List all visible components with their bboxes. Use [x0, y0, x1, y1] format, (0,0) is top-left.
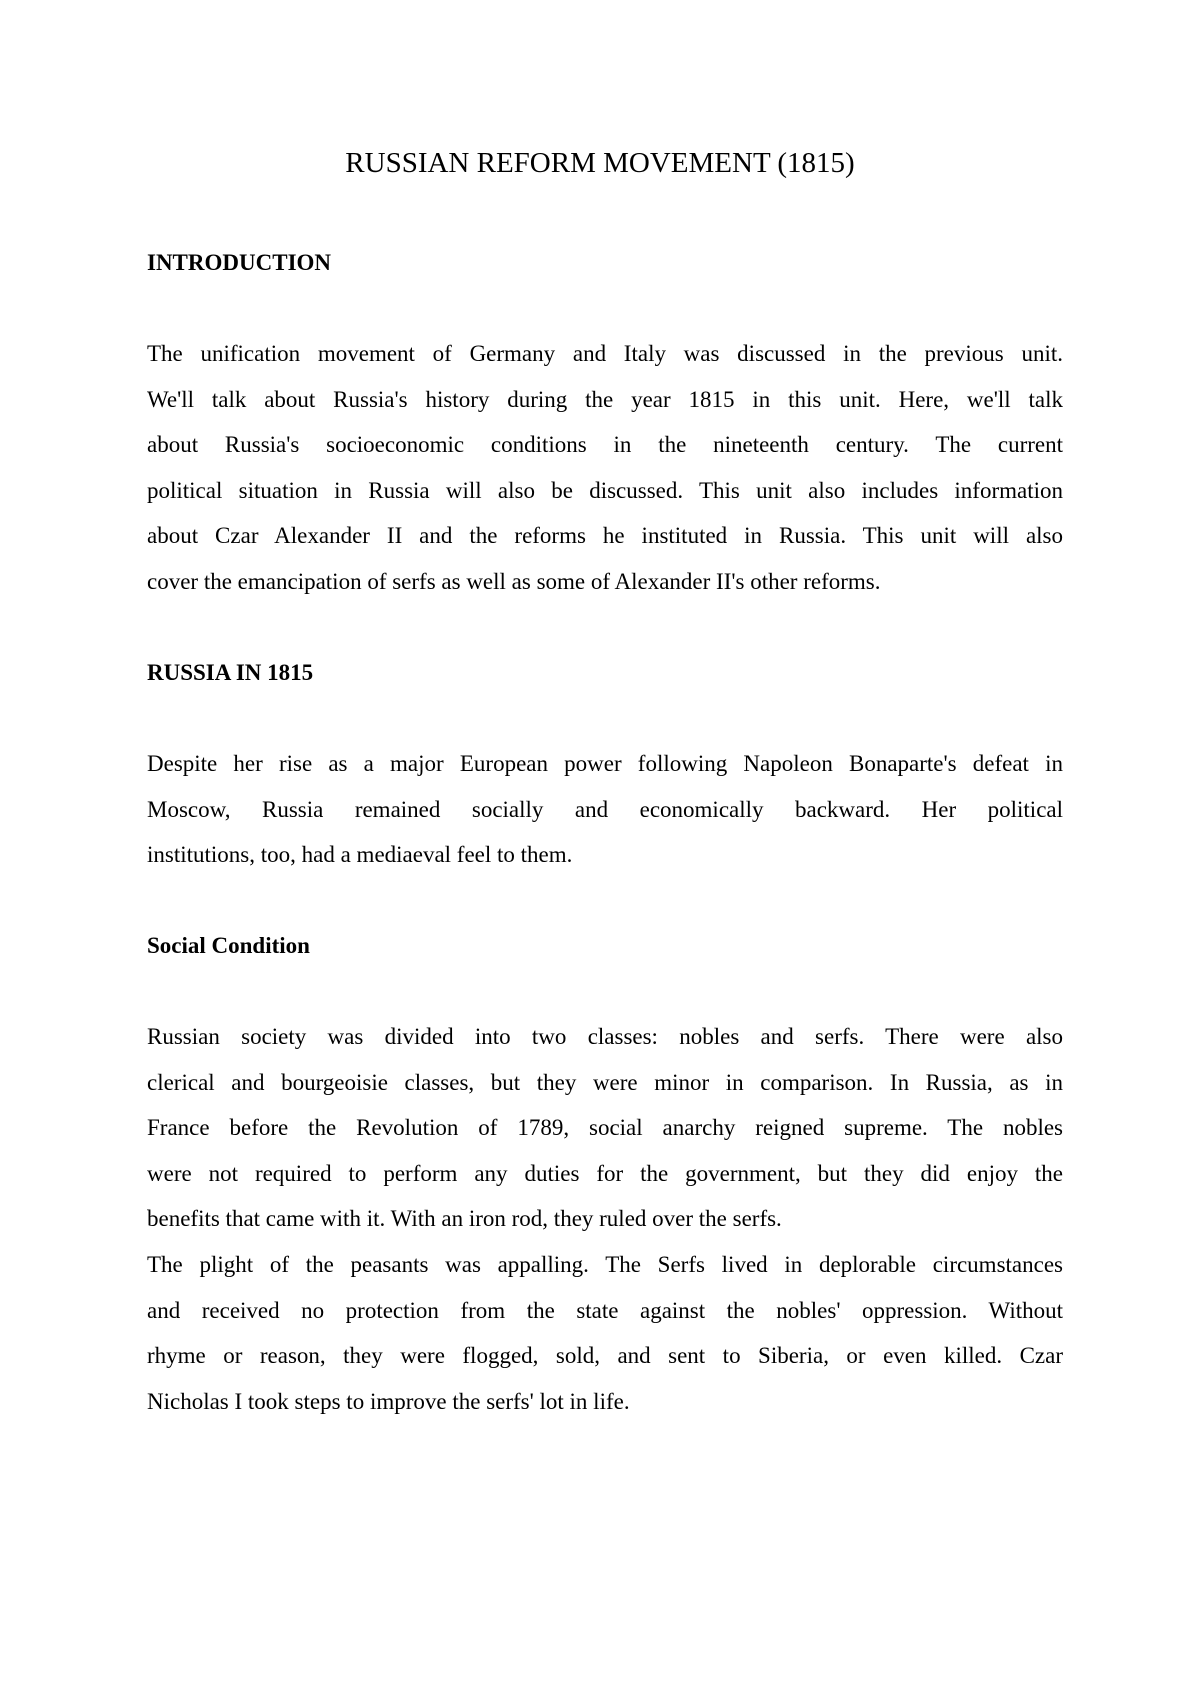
section-heading-russia-in-1815: RUSSIA IN 1815 — [147, 660, 314, 685]
paragraph-line: Despite her rise as a major European power following Napoleon Bonaparte's defeat in — [147, 751, 1063, 776]
introduction-paragraph — [147, 331, 1063, 605]
paragraph-line: benefits that came with it. With an iron rod, they ruled over the serfs. — [147, 1206, 782, 1232]
paragraph-line: clerical and bourgeoisie classes, but they were minor in comparison. In Russia, as in — [147, 1069, 1063, 1095]
section-heading-introduction: INTRODUCTION — [147, 250, 332, 275]
paragraph-line: about Russia's socioeconomic conditions in the nineteenth century. The current — [147, 432, 1063, 458]
paragraph-line: rhyme or reason, they were flogged, sold, and sent to Siberia, or even killed. Czar — [147, 1343, 1063, 1369]
paragraph-line: Moscow, Russia remained socially and economically backward. Her political — [147, 796, 1063, 822]
paragraph-line: cover the emancipation of serfs as well as some of Alexander II's other reforms. — [147, 568, 881, 594]
social-condition-paragraph-1 — [147, 1014, 1063, 1242]
russia-in-1815-paragraph — [147, 741, 1063, 878]
page-title: RUSSIAN REFORM MOVEMENT (1815) — [345, 147, 855, 179]
paragraph-line: Nicholas I took steps to improve the serfs' lot in life. — [147, 1388, 630, 1414]
paragraph-line: France before the Revolution of 1789, social anarchy reigned supreme. The nobles — [147, 1115, 1063, 1141]
paragraph-line: The plight of the peasants was appalling. The Serfs lived in deplorable circumstances — [147, 1252, 1063, 1277]
paragraph-line: institutions, too, had a mediaeval feel to them. — [147, 842, 573, 868]
paragraph-line: about Czar Alexander II and the reforms he instituted in Russia. This unit will also — [147, 523, 1063, 549]
paragraph-line: Russian society was divided into two classes: nobles and serfs. There were also — [147, 1024, 1063, 1049]
social-condition-paragraph-2 — [147, 1242, 1063, 1424]
paragraph-line: and received no protection from the state against the nobles' oppression. Without — [147, 1297, 1063, 1323]
section-heading-social-condition: Social Condition — [147, 933, 310, 958]
paragraph-line: were not required to perform any duties for the government, but they did enjoy the — [147, 1160, 1063, 1186]
paragraph-line: We'll talk about Russia's history during the year 1815 in this unit. Here, we'll talk — [147, 386, 1063, 412]
paragraph-line: The unification movement of Germany and Italy was discussed in the previous unit. — [147, 341, 1063, 366]
paragraph-line: political situation in Russia will also be discussed. This unit also includes information — [147, 477, 1063, 503]
